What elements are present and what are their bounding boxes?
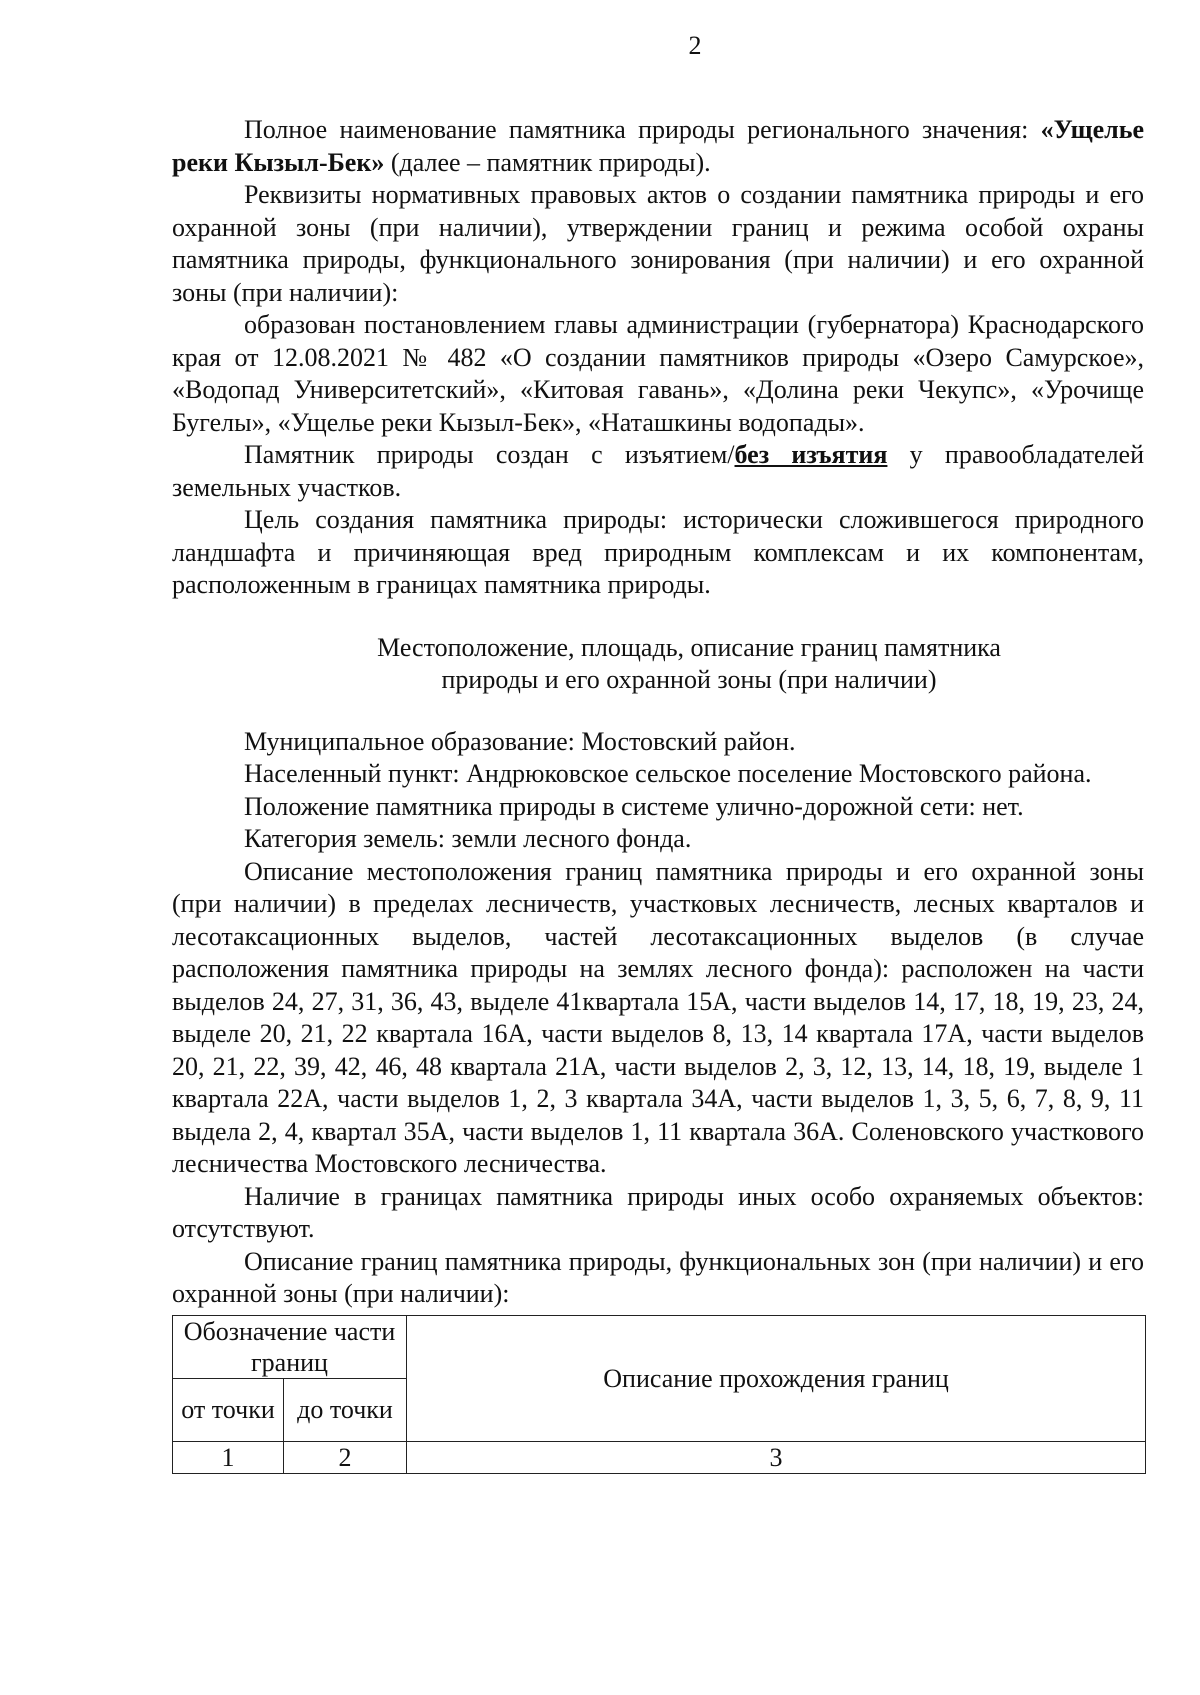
table-cell: 3 [407,1441,1146,1473]
header-from-point: от точки [173,1378,284,1441]
paragraph-land-withdrawal: Памятник природы создан с изъятием/без изъятия у правообладателей земельных участков. [172,440,1144,502]
boundaries-table [172,1315,1146,1474]
table-header-row [173,1315,1146,1378]
paragraph-other-protected-objects: Наличие в границах памятника природы иных особо охраняемых объектов: отсутствуют. [172,1181,1144,1243]
header-boundary-designation: Обозначение части границ [173,1315,407,1378]
document-body [172,114,1144,1474]
page-number: 2 [688,31,702,60]
emphasis-without-withdrawal: без изъятия [734,440,888,469]
header-to-point: до точки [284,1378,407,1441]
header-boundary-description: Описание прохождения границ [407,1315,1146,1441]
paragraph-established-by: образован постановлением главы администрации (губернатора) Краснодарского края от 12.08.2021 № 482 «О создании памятников природы «Озеро Самурское», «Водопад Университетский», «Китовая гавань», «Долина реки Чекупс», «Урочище Бугелы», «Ущелье реки Кызыл-Бек», «Наташкины водопады». [172,310,1144,437]
table-cell: 2 [284,1441,407,1473]
paragraph-location-description: Описание местоположения границ памятника природы и его охранной зоны (при наличии) в пределах лесничеств, участковых лесничеств, лесных кварталов и лесотаксационных выделов, частей лесотаксационных выделов (в случае расположения памятника природы на землях лесного фонда): расположен на части выделов 24, 27, 31, 36, 43, выделе 41квартала 15А, части выделов 14, 17, 18, 19, 23, 24, выделе 20, 21, 22 квартала 16А, части выделов 8, 13, 14 квартала 17А, части выделов 20, 21, 22, 39, 42, 46, 48 квартала 21А, части выделов 2, 3, 12, 13, 14, 18, 19, выделе 1 квартала 22А, части выделов 1, 2, 3 квартала 34А, части выделов 1, 3, 5, 6, 7, 8, 9, 11 выдела 2, 4, квартал 35А, части выделов 1, 11 квартала 36А. Соленовского участкового лесничества Мостовского лесничества. [172,856,1144,1178]
table-row [173,1441,1146,1473]
paragraph-road-network: Положение памятника природы в системе улично-дорожной сети: нет. [244,791,1024,821]
monument-name: «Ущелье реки Кызыл-Бек» [172,115,1144,177]
paragraph-full-name: Полное наименование памятника природы регионального значения: «Ущелье реки Кызыл-Бек» (далее – памятник природы). [172,115,1144,177]
paragraph-settlement: Населенный пункт: Андрюковское сельское поселение Мостовского района. [244,759,1092,788]
paragraph-municipality: Муниципальное образование: Мостовский район. [244,726,796,756]
paragraph-land-category: Категория земель: земли лесного фонда. [244,824,692,853]
paragraph-legal-acts: Реквизиты нормативных правовых актов о создании памятника природы и его охранной зоны (при наличии), утверждении границ и режима особой охраны памятника природы, функционального зонирования (при наличии) и его охранной зоны (при наличии): [172,180,1144,307]
paragraph-purpose: Цель создания памятника природы: исторически сложившегося природного ландшафта и причиняющая вред природным комплексам и их компонентам, расположенным в границах памятника природы. [172,505,1144,599]
paragraph-boundary-description: Описание границ памятника природы, функциональных зон (при наличии) и его охранной зоны (при наличии): [172,1246,1144,1308]
section-heading: Местоположение, площадь, описание границ памятника природы и его охранной зоны (при наличии) [377,632,1001,694]
table-cell: 1 [173,1441,284,1473]
